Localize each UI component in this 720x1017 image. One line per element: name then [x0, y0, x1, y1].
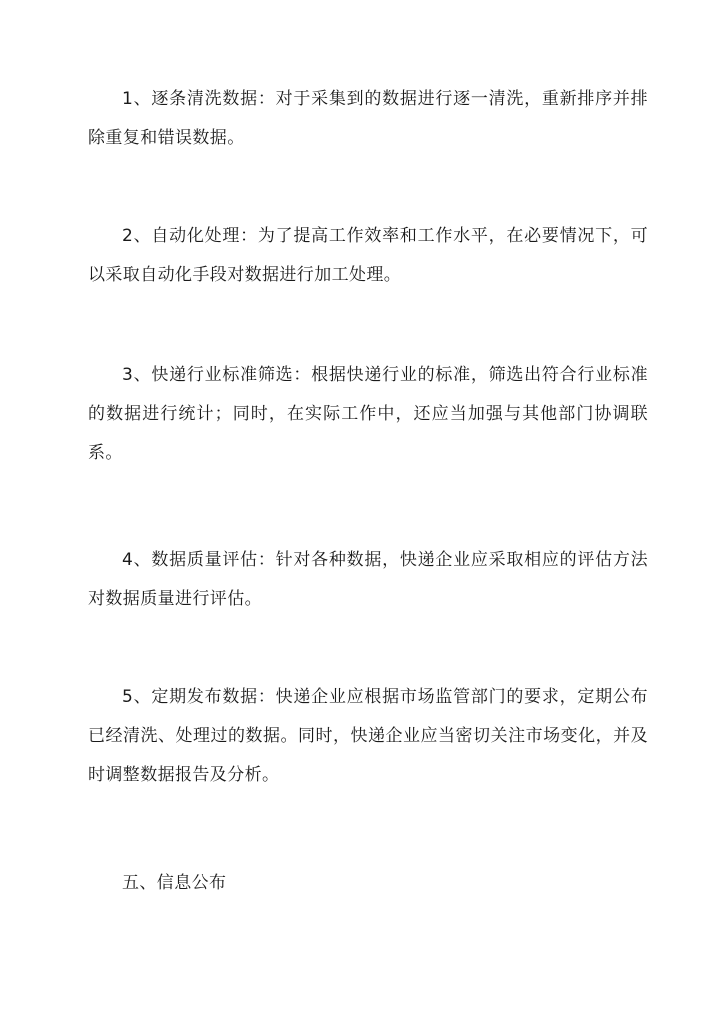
- paragraph-item-5: 5、定期发布数据：快递企业应根据市场监管部门的要求，定期公布已经清洗、处理过的数据。同时，快递企业应当密切关注市场变化，并及时调整数据报告及分析。: [88, 687, 648, 785]
- section-heading: 五、信息公布: [122, 873, 227, 893]
- paragraph-item-3: 3、快递行业标准筛选：根据快递行业的标准，筛选出符合行业标准的数据进行统计；同时，在实际工作中，还应当加强与其他部门协调联系。: [88, 365, 648, 463]
- paragraph-item-1: 1、逐条清洗数据：对于采集到的数据进行逐一清洗，重新排序并排除重复和错误数据。: [88, 89, 648, 148]
- paragraph-item-2: 2、自动化处理：为了提高工作效率和工作水平，在必要情况下，可以采取自动化手段对数据进行加工处理。: [88, 226, 648, 285]
- paragraph-item-4: 4、数据质量评估：针对各种数据，快递企业应采取相应的评估方法对数据质量进行评估。: [88, 550, 648, 609]
